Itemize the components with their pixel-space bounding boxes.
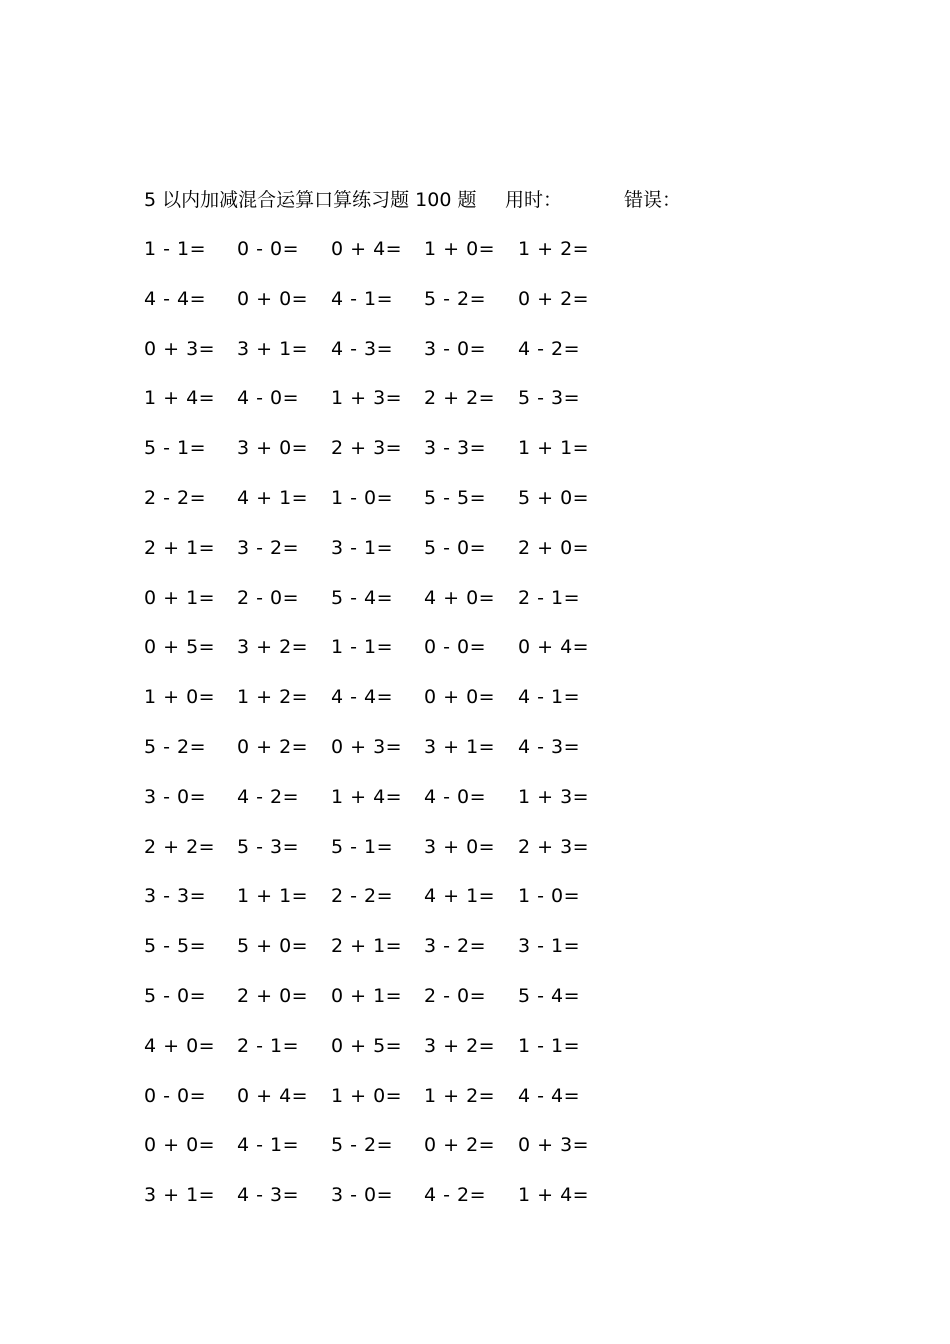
- problem-item: 4 - 1=: [237, 1134, 300, 1157]
- problem-item: 2 + 0=: [518, 536, 590, 559]
- problem-row: [0, 1180, 950, 1230]
- problem-item: 1 - 0=: [518, 885, 581, 908]
- problem-row: [0, 832, 950, 882]
- problem-item: 1 - 1=: [144, 238, 207, 260]
- problem-row: [0, 881, 950, 931]
- problem-item: 0 + 5=: [331, 1034, 403, 1057]
- problem-item: 5 - 2=: [331, 1134, 394, 1157]
- problem-item: 2 - 2=: [144, 486, 207, 509]
- problem-item: 2 + 2=: [424, 387, 496, 410]
- problem-row: [0, 483, 950, 533]
- problem-item: 2 + 2=: [144, 835, 216, 858]
- problem-item: 5 - 2=: [424, 287, 487, 310]
- problem-item: 1 + 1=: [237, 885, 309, 908]
- problem-item: 4 + 1=: [424, 885, 496, 908]
- problem-row: [0, 284, 950, 334]
- problem-item: 3 + 1=: [424, 735, 496, 758]
- problem-item: 2 + 3=: [331, 437, 403, 460]
- problem-item: 4 + 0=: [144, 1034, 216, 1057]
- problem-item: 1 - 1=: [518, 1034, 581, 1057]
- problem-item: 1 + 0=: [331, 1084, 403, 1107]
- problem-item: 5 + 0=: [237, 935, 309, 958]
- problem-item: 4 + 0=: [424, 586, 496, 609]
- problem-row: [0, 533, 950, 583]
- problem-item: 3 - 1=: [331, 536, 394, 559]
- problem-row: [0, 782, 950, 832]
- problem-item: 1 + 2=: [424, 1084, 496, 1107]
- problem-item: 3 - 2=: [237, 536, 300, 559]
- problem-row: [0, 234, 950, 284]
- problem-item: 3 + 1=: [237, 337, 309, 360]
- problem-item: 0 + 5=: [144, 636, 216, 659]
- problem-row: [0, 583, 950, 633]
- problem-item: 2 - 1=: [237, 1034, 300, 1057]
- problem-item: 2 + 1=: [331, 935, 403, 958]
- problem-item: 0 - 0=: [237, 238, 300, 260]
- problem-item: 5 - 0=: [144, 984, 207, 1007]
- problem-item: 0 + 1=: [144, 586, 216, 609]
- problem-item: 3 + 0=: [237, 437, 309, 460]
- problem-item: 0 + 4=: [237, 1084, 309, 1107]
- problem-item: 4 - 2=: [424, 1184, 487, 1207]
- problem-item: 4 + 1=: [237, 486, 309, 509]
- problem-item: 4 - 0=: [237, 387, 300, 410]
- problem-item: 1 - 1=: [331, 636, 394, 659]
- problem-item: 0 + 3=: [331, 735, 403, 758]
- problem-item: 1 + 4=: [518, 1184, 590, 1207]
- problem-item: 4 - 3=: [331, 337, 394, 360]
- problem-item: 5 - 5=: [144, 935, 207, 958]
- problem-item: 5 + 0=: [518, 486, 590, 509]
- problem-item: 5 - 4=: [331, 586, 394, 609]
- worksheet-title: 5 以内加减混合运算口算练习题 100 题: [144, 189, 477, 211]
- problem-item: 4 - 0=: [424, 785, 487, 808]
- problem-item: 4 - 2=: [237, 785, 300, 808]
- problem-item: 1 + 4=: [331, 785, 403, 808]
- problem-item: 3 + 1=: [144, 1184, 216, 1207]
- problem-item: 0 + 3=: [144, 337, 216, 360]
- errors-label: 错误：: [624, 189, 682, 211]
- problem-item: 3 - 0=: [144, 785, 207, 808]
- problem-item: 0 + 2=: [237, 735, 309, 758]
- problem-item: 0 - 0=: [144, 1084, 207, 1107]
- problem-item: 3 - 3=: [424, 437, 487, 460]
- problem-item: 3 - 1=: [518, 935, 581, 958]
- problem-item: 4 - 4=: [144, 287, 207, 310]
- problem-item: 4 - 4=: [331, 686, 394, 709]
- problem-item: 5 - 1=: [144, 437, 207, 460]
- problem-grid: [0, 234, 950, 1230]
- problem-item: 1 + 4=: [144, 387, 216, 410]
- problem-item: 3 - 0=: [424, 337, 487, 360]
- problem-item: 3 + 2=: [424, 1034, 496, 1057]
- problem-item: 2 + 1=: [144, 536, 216, 559]
- problem-item: 2 - 2=: [331, 885, 394, 908]
- problem-item: 1 + 3=: [518, 785, 590, 808]
- worksheet-header: [0, 185, 950, 215]
- problem-row: [0, 1130, 950, 1180]
- problem-row: [0, 981, 950, 1031]
- problem-item: 1 + 2=: [237, 686, 309, 709]
- problem-item: 5 - 3=: [518, 387, 581, 410]
- problem-item: 5 - 2=: [144, 735, 207, 758]
- problem-row: [0, 334, 950, 384]
- problem-item: 3 - 2=: [424, 935, 487, 958]
- problem-item: 2 + 0=: [237, 984, 309, 1007]
- problem-item: 0 + 0=: [144, 1134, 216, 1157]
- problem-item: 1 - 0=: [331, 486, 394, 509]
- problem-item: 5 - 1=: [331, 835, 394, 858]
- problem-item: 3 - 3=: [144, 885, 207, 908]
- problem-item: 5 - 5=: [424, 486, 487, 509]
- time-used-label: 用时：: [505, 189, 563, 211]
- problem-item: 0 + 2=: [518, 287, 590, 310]
- problem-row: [0, 682, 950, 732]
- problem-item: 4 - 1=: [331, 287, 394, 310]
- problem-row: [0, 433, 950, 483]
- problem-item: 4 - 3=: [518, 735, 581, 758]
- problem-row: [0, 732, 950, 782]
- problem-item: 3 + 0=: [424, 835, 496, 858]
- problem-item: 0 + 0=: [424, 686, 496, 709]
- problem-item: 1 + 0=: [424, 238, 496, 260]
- problem-item: 0 + 0=: [237, 287, 309, 310]
- problem-item: 5 - 4=: [518, 984, 581, 1007]
- problem-item: 4 - 4=: [518, 1084, 581, 1107]
- problem-item: 2 - 1=: [518, 586, 581, 609]
- problem-item: 4 - 1=: [518, 686, 581, 709]
- problem-item: 2 - 0=: [237, 586, 300, 609]
- problem-row: [0, 1081, 950, 1131]
- problem-row: [0, 1031, 950, 1081]
- problem-item: 0 + 2=: [424, 1134, 496, 1157]
- problem-item: 3 - 0=: [331, 1184, 394, 1207]
- problem-row: [0, 931, 950, 981]
- problem-item: 1 + 1=: [518, 437, 590, 460]
- problem-item: 0 + 1=: [331, 984, 403, 1007]
- problem-item: 2 + 3=: [518, 835, 590, 858]
- problem-item: 3 + 2=: [237, 636, 309, 659]
- problem-item: 0 - 0=: [424, 636, 487, 659]
- problem-item: 1 + 0=: [144, 686, 216, 709]
- problem-item: 2 - 0=: [424, 984, 487, 1007]
- problem-item: 5 - 3=: [237, 835, 300, 858]
- problem-item: 4 - 3=: [237, 1184, 300, 1207]
- problem-item: 1 + 2=: [518, 238, 590, 260]
- problem-item: 0 + 4=: [331, 238, 403, 260]
- problem-item: 0 + 4=: [518, 636, 590, 659]
- problem-item: 5 - 0=: [424, 536, 487, 559]
- problem-row: [0, 383, 950, 433]
- problem-item: 1 + 3=: [331, 387, 403, 410]
- problem-row: [0, 632, 950, 682]
- problem-item: 4 - 2=: [518, 337, 581, 360]
- problem-item: 0 + 3=: [518, 1134, 590, 1157]
